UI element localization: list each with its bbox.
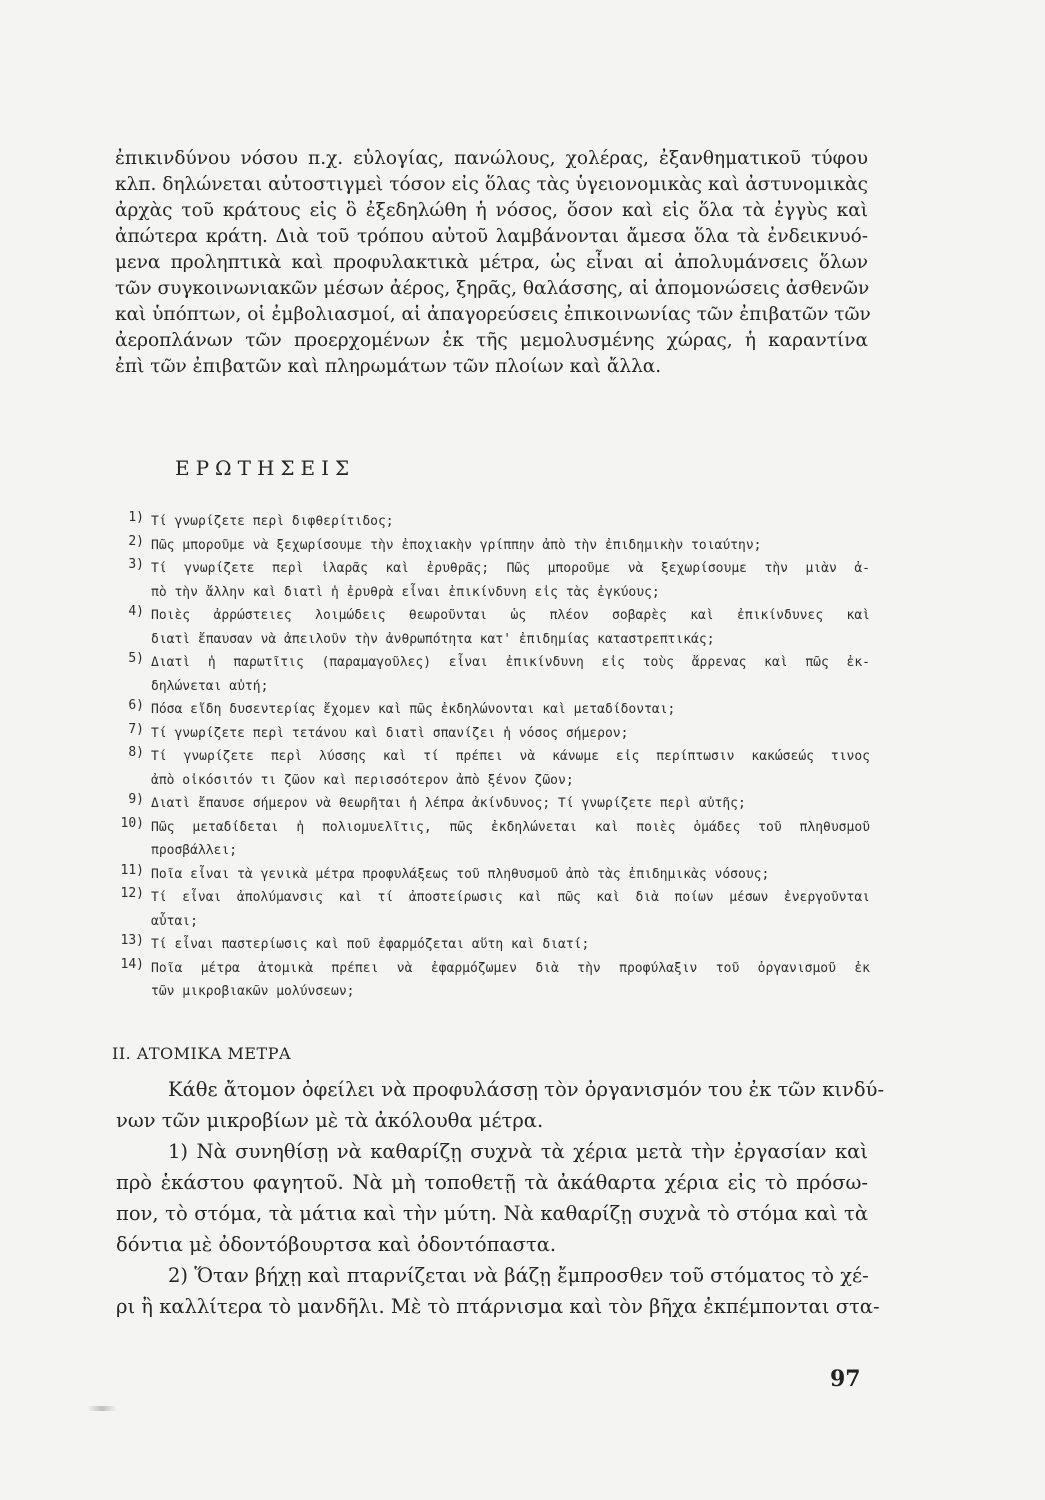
question-text-line: Τί γνωρίζετε περὶ τετάνου καὶ διατὶ σπανίζει ἡ νόσος σήμερον; bbox=[151, 725, 629, 741]
question-item bbox=[110, 816, 870, 863]
body-line: νων τῶν μικροβίων μὲ τὰ ἀκόλουθα μέτρα. bbox=[116, 1109, 544, 1132]
question-number: 13) bbox=[120, 933, 144, 948]
question-text-line: Τί γνωρίζετε περὶ διφθερίτιδος; bbox=[151, 514, 394, 529]
question-item bbox=[110, 604, 870, 651]
question-text-line: Τί εἶναι ἀπολύμανσις καὶ τί ἀποστείρωσις καὶ πῶς καὶ διὰ ποίων μέσων ἐνεργοῦνται bbox=[151, 890, 870, 905]
question-item bbox=[110, 886, 870, 933]
question-text-line: Τί γνωρίζετε περὶ ἱλαρᾶς καὶ ἐρυθρᾶς; Πῶς μποροῦμε νὰ ξεχωρίσουμε τὴν μιὰν ἀ- bbox=[151, 561, 870, 576]
question-item bbox=[110, 863, 870, 887]
question-text-line: Πόσα εἴδη δυσεντερίας ἔχομεν καὶ πῶς ἐκδηλώνονται καὶ μεταδίδονται; bbox=[151, 702, 676, 717]
question-text-line: ἀπὸ οἰκόσιτόν τι ζῶον καὶ περισσότερον ἀπὸ ξένον ζῶον; bbox=[151, 772, 574, 788]
page-number: 97 bbox=[830, 1366, 861, 1392]
question-number: 3) bbox=[128, 557, 144, 572]
question-number: 9) bbox=[128, 792, 144, 807]
question-item bbox=[110, 534, 870, 558]
question-item bbox=[110, 792, 870, 816]
body-line: δόντια μὲ ὀδοντόβουρτσα καὶ ὀδοντόπαστα. bbox=[116, 1233, 557, 1256]
intro-line: καὶ ὑπόπτων, οἱ ἐμβολιασμοί, αἱ ἀπαγορεύσεις ἐπικοινωνίας τῶν ἐπιβατῶν τῶν bbox=[115, 304, 871, 325]
intro-line: ἐπικινδύνου νόσου π.χ. εὐλογίας, πανώλους, χολέρας, ἐξανθηματικοῦ τύφου bbox=[115, 148, 868, 169]
question-number: 7) bbox=[128, 721, 144, 737]
question-number: 2) bbox=[128, 533, 144, 549]
question-item bbox=[110, 698, 870, 722]
question-text-line: Διατὶ ἡ παρωτῖτις (παραμαγοῦλες) εἶναι ἐπικίνδυνη εἰς τοὺς ἄρρενας καὶ πῶς ἐκ- bbox=[151, 655, 870, 670]
question-item bbox=[110, 745, 870, 792]
body-line: πον, τὸ στόμα, τὰ μάτια καὶ τὴν μύτη. Νὰ καθαρίζῃ συχνὰ τὸ στόμα καὶ τὰ bbox=[116, 1202, 868, 1225]
question-item bbox=[110, 957, 870, 1004]
question-text-line: αὗται; bbox=[151, 913, 198, 929]
body-line: 2) Ὅταν βήχῃ καὶ πταρνίζεται νὰ βάζῃ ἔμπροσθεν τοῦ στόματος τὸ χέ- bbox=[168, 1264, 869, 1287]
intro-line: ἀπώτερα κράτη. Διὰ τοῦ τρόπου αὐτοῦ λαμβάνονται ἄμεσα ὅλα τὰ ἐνδεικνυό- bbox=[115, 226, 868, 247]
question-text-line: προσβάλλει; bbox=[151, 843, 238, 858]
question-number: 10) bbox=[120, 815, 144, 831]
question-text-line: δηλώνεται αὐτή; bbox=[151, 678, 269, 694]
question-number: 5) bbox=[128, 651, 144, 666]
intro-line: ἐπὶ τῶν ἐπιβατῶν καὶ πληρωμάτων τῶν πλοίων καὶ ἄλλα. bbox=[115, 356, 662, 377]
questions-list bbox=[110, 510, 870, 1004]
section-subheading: II. ΑΤΟΜΙΚΑ ΜΕΤΡΑ bbox=[112, 1044, 292, 1063]
personal-measures-paragraphs bbox=[116, 1074, 885, 1322]
question-item bbox=[110, 557, 870, 604]
print-smudge bbox=[87, 1406, 117, 1411]
question-item bbox=[110, 722, 870, 746]
question-text-line: Τί γνωρίζετε περὶ λύσσης καὶ τί πρέπει νὰ κάνωμε εἰς περίπτωσιν κακώσεώς τινος bbox=[151, 749, 870, 764]
question-text-line: Τί εἶναι παστερίωσις καὶ ποῦ ἐφαρμόζεται αὕτη καὶ διατί; bbox=[151, 937, 590, 952]
question-number: 6) bbox=[128, 698, 144, 713]
question-text-line: Ποῖα εἶναι τὰ γενικὰ μέτρα προφυλάξεως τοῦ πληθυσμοῦ ἀπὸ τὰς ἐπιδημικὰς νόσους; bbox=[151, 866, 770, 882]
section-title: ΕΡΩΤΗΣΕΙΣ bbox=[175, 456, 356, 480]
intro-line: τῶν συγκοινωνιακῶν μέσων ἀέρος, ξηρᾶς, θαλάσσης, αἱ ἀπομονώσεις ἀσθενῶν bbox=[115, 278, 870, 299]
body-line: ρι ἢ καλλίτερα τὸ μανδῆλι. Μὲ τὸ πτάρνισμα καὶ τὸν βῆχα ἐκπέμπονται στα- bbox=[116, 1295, 880, 1318]
question-text-line: Ποῖα μέτρα ἀτομικὰ πρέπει νὰ ἐφαρμόζωμεν διὰ τὴν προφύλαξιν τοῦ ὀργανισμοῦ ἐκ bbox=[151, 960, 870, 976]
question-number: 11) bbox=[120, 862, 144, 878]
body-line: πρὸ ἑκάστου φαγητοῦ. Νὰ μὴ τοποθετῇ τὰ ἀκάθαρτα χέρια εἰς τὸ πρόσω- bbox=[116, 1171, 868, 1194]
intro-line: κλπ. δηλώνεται αὐτοστιγμεὶ τόσον εἰς ὅλας τὰς ὑγειονομικὰς καὶ ἀστυνομικὰς bbox=[115, 174, 868, 195]
intro-line: ἀρχὰς τοῦ κράτους εἰς ὃ ἐξεδηλώθη ἡ νόσος, ὅσον καὶ εἰς ὅλα τὰ ἐγγὺς καὶ bbox=[115, 200, 868, 221]
question-item bbox=[110, 651, 870, 698]
question-text-line: πὸ τὴν ἄλλην καὶ διατὶ ἡ ἐρυθρὰ εἶναι ἐπικίνδυνη εἰς τὰς ἐγκύους; bbox=[151, 584, 660, 600]
question-text-line: Πῶς μεταδίδεται ἡ πολιομυελῖτις, πῶς ἐκδηλώνεται καὶ ποιὲς ὁμάδες τοῦ πληθυσμοῦ bbox=[151, 819, 870, 835]
question-text-line: διατὶ ἔπαυσαν νὰ ἀπειλοῦν τὴν ἀνθρωπότητα κατ' ἐπιδημίας καταστρεπτικάς; bbox=[151, 631, 715, 647]
question-number: 12) bbox=[120, 886, 144, 901]
question-text-line: Διατὶ ἔπαυσε σήμερον νὰ θεωρῆται ἡ λέπρα ἀκίνδυνος; Τί γνωρίζετε περὶ αὐτῆς; bbox=[151, 796, 746, 811]
question-number: 4) bbox=[128, 604, 144, 619]
intro-line: ἀεροπλάνων τῶν προερχομένων ἐκ τῆς μεμολυσμένης χώρας, ἡ καραντίνα bbox=[115, 330, 868, 351]
question-number: 8) bbox=[128, 745, 144, 760]
question-text-line: τῶν μικροβιακῶν μολύνσεων; bbox=[151, 984, 355, 999]
question-text-line: Ποιὲς ἀρρώστειες λοιμώδεις θεωροῦνται ὡς πλέον σοβαρὲς καὶ ἐπικίνδυνες καὶ bbox=[151, 608, 870, 623]
intro-paragraph bbox=[115, 146, 871, 380]
question-item bbox=[110, 933, 870, 957]
question-number: 14) bbox=[120, 956, 144, 972]
intro-line: μενα προληπτικὰ καὶ προφυλακτικὰ μέτρα, ὡς εἶναι αἱ ἀπολυμάνσεις ὅλων bbox=[115, 252, 868, 273]
question-number: 1) bbox=[128, 510, 144, 525]
body-line: 1) Νὰ συνηθίσῃ νὰ καθαρίζῃ συχνὰ τὰ χέρια μετὰ τὴν ἐργασίαν καὶ bbox=[168, 1140, 868, 1163]
question-text-line: Πῶς μποροῦμε νὰ ξεχωρίσουμε τὴν ἐποχιακὴν γρίππην ἀπὸ τὴν ἐπιδημικὴν τοιαύτην; bbox=[151, 537, 762, 553]
body-line: Κάθε ἄτομον ὀφείλει νὰ προφυλάσσῃ τὸν ὀργανισμόν του ἐκ τῶν κινδύ- bbox=[168, 1078, 885, 1101]
question-item bbox=[110, 510, 870, 534]
